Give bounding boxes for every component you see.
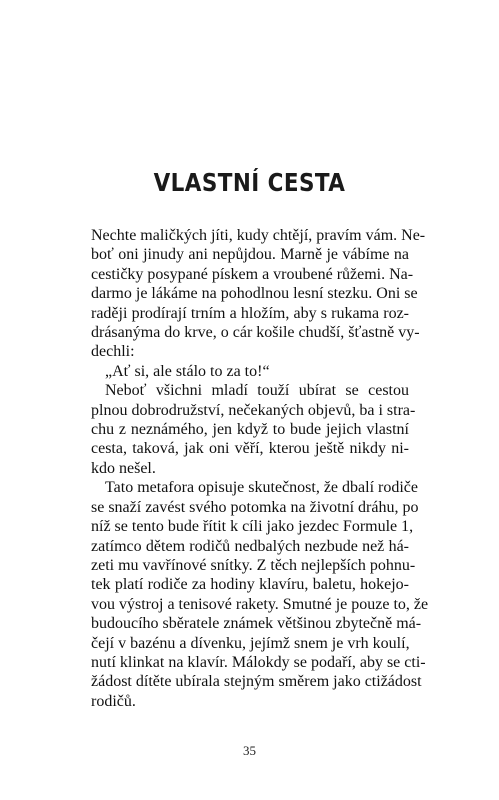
text-line: zeti mu vavřínové snítky. Z těch nejlepších pohnu-: [91, 556, 416, 574]
text-line: raději prodírají trním a hložím, aby s rukama roz-: [91, 304, 409, 322]
paragraph-1: [91, 226, 426, 362]
text-line: cesta, taková, jak oni věří, kterou ještě nikdy ni-: [91, 440, 409, 458]
chapter-body: [91, 226, 429, 711]
text-line: drásanýma do krve, o cár košile chudší, šťastně vy-: [91, 324, 420, 342]
paragraph-3: [91, 381, 416, 478]
text-line: čejí v bazénu a dívenku, jejímž snem je vrh koulí,: [91, 634, 410, 652]
page-number: 35: [243, 743, 256, 758]
text-line: darmo je lákáme na pohodlnou lesní stezku. Oni se: [91, 285, 418, 303]
text-line: žádost dítěte ubírala stejným směrem jako ctižádost: [91, 673, 422, 691]
text-line: vou výstroj a tenisové rakety. Smutné je pouze to, že: [91, 595, 429, 613]
text-line: nutí klinkat na klavír. Málokdy se podaří, aby se cti-: [91, 653, 426, 671]
text-line: Nechte maličkých jíti, kudy chtějí, pravím vám. Ne-: [91, 227, 426, 244]
text-line: níž se tento bude řítit k cíli jako jezdec Formule 1,: [91, 518, 414, 536]
text-line: zatímco dětem rodičů nedbalých nezbude než há-: [91, 537, 409, 555]
text-line: dechli:: [91, 343, 135, 361]
paragraph-2: [91, 362, 409, 381]
text-line: plnou dobrodružství, nečekaných objevů, ba i stra-: [91, 401, 416, 419]
text-line: Neboť všichni mladí touží ubírat se cestou: [105, 382, 409, 400]
text-line: „Ať si, ale stálo to za to!“: [105, 362, 270, 380]
text-line: se snaží zavést svého potomka na životní dráhu, po: [91, 498, 419, 516]
text-line: chu z neznámého, jen když to bude jejich vlastní: [91, 421, 409, 439]
paragraph-4: [91, 478, 429, 711]
text-line: rodičů.: [91, 692, 136, 710]
chapter-title: VLASTNÍ CESTA: [153, 168, 346, 197]
text-line: boť oni jinudy ani nepůjdou. Marně je vábíme na: [91, 246, 409, 264]
text-line: tek platí rodiče za hodiny klavíru, baletu, hokejo-: [91, 576, 409, 594]
text-line: budoucího sběratele známek většinou zbytečně má-: [91, 615, 422, 633]
text-line: cestičky posypané pískem a vroubené růžemi. Na-: [91, 265, 414, 283]
text-line: kdo nešel.: [91, 459, 156, 477]
text-line: Tato metafora opisuje skutečnost, že dbalí rodiče: [105, 479, 418, 497]
